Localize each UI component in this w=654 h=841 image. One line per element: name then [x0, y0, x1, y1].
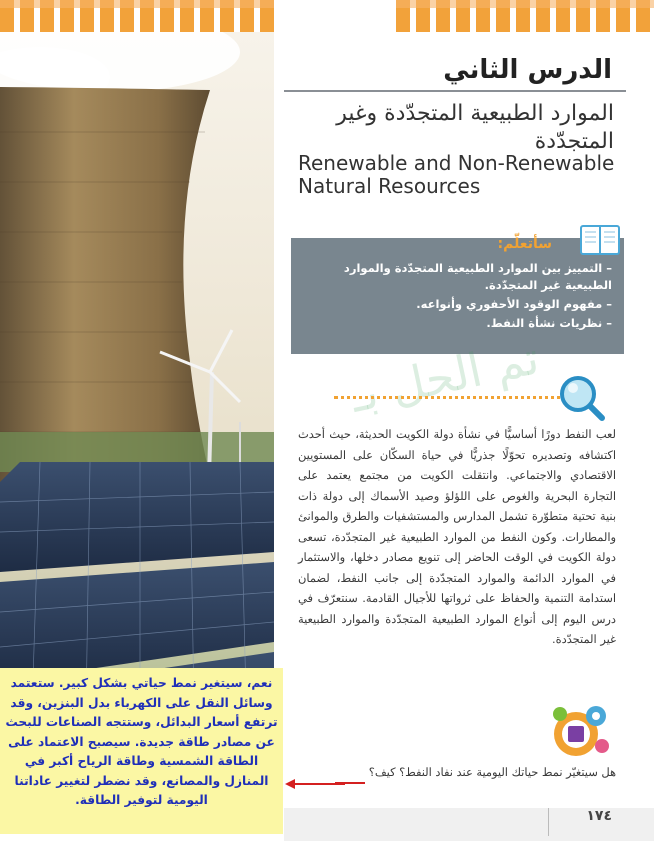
- answer-box: نعم، سيتغير نمط حياتي بشكل كبير. ستعتمد وسائل النقل على الكهرباء بدل البنزين، وقد ترتفع أسعار البدائل، وستتجه الصناعات للبحث عن مصادر طاقة جديدة. سيصبح الاعتماد على الطاقة الشمسية وطاقة الرياح أكبر في المنازل والمصانع، وقد نضطر لتغيير عاداتنا اليومية لتوفير الطاقة.: [0, 668, 283, 834]
- objective-item: – التمييز بين الموارد الطبيعية المتجدّدة والموارد الطبيعية غير المتجدّدة.: [343, 261, 612, 292]
- lesson-number-title: الدرس الثاني: [443, 55, 612, 85]
- intro-paragraph: لعب النفط دورًا أساسيًّا في نشأة دولة الكويت الحديثة، حيث أحدث اكتشافه وتصديره تحوّلًا جذريًّا في حياة السكّان على المستويين الاقتصادي والاجتماعي. وانتقلت الكويت من مجتمع يعتمد على التجارة البحرية والغوص على اللؤلؤ وصيد الأسماك إلى دولة ذات بنية تحتية متطوّرة تشمل المدارس والمستشفيات والطرق والموانئ والمطارات. وكون النفط من الموارد الطبيعية غير المتجدّدة، تسعى دولة الكويت في الوقت الحاضر إلى تنويع مصادر دخلها، والاستثمار في الموارد الدائمة والموارد المتجدّدة إلى جانب النفط، لضمان استدامة التنمية والحفاظ على ثرواتها للأجيال القادمة. سنتعرّف في درس اليوم إلى أنواع الموارد الطبيعية المتجدّدة والموارد الطبيعية غير المتجدّدة.: [298, 427, 616, 646]
- objective-item: – نظريات نشأة النفط.: [486, 316, 612, 330]
- watermark: تم الحل بـ: [346, 330, 544, 423]
- question-text: هل سيتغيّر نمط حياتك اليومية عند نفاد النفط؟ كيف؟: [368, 765, 616, 779]
- objective-item: – مفهوم الوقود الأحفوري وأنواعه.: [416, 297, 612, 311]
- book-icon: [580, 222, 620, 256]
- top-decor-strip-left: [0, 0, 274, 32]
- objectives-box: [291, 238, 624, 354]
- magnifier-icon: [556, 372, 606, 422]
- top-decor-strip-right: [396, 0, 654, 32]
- lesson-title-english: Renewable and Non-Renewable Natural Resources: [298, 151, 615, 198]
- arrow-icon: [285, 778, 345, 790]
- footer-bar: [0, 800, 654, 841]
- dotted-divider: [334, 396, 574, 399]
- page-number: ١٧٤: [586, 808, 612, 824]
- gears-icon: [548, 702, 612, 760]
- objectives-heading: سأتعلّم:: [497, 236, 552, 252]
- objectives-list: [305, 260, 612, 334]
- lesson-title-arabic: الموارد الطبيعية المتجدّدة وغير المتجدّدة: [336, 101, 614, 154]
- title-divider: [284, 90, 626, 92]
- footer-divider: [548, 808, 549, 836]
